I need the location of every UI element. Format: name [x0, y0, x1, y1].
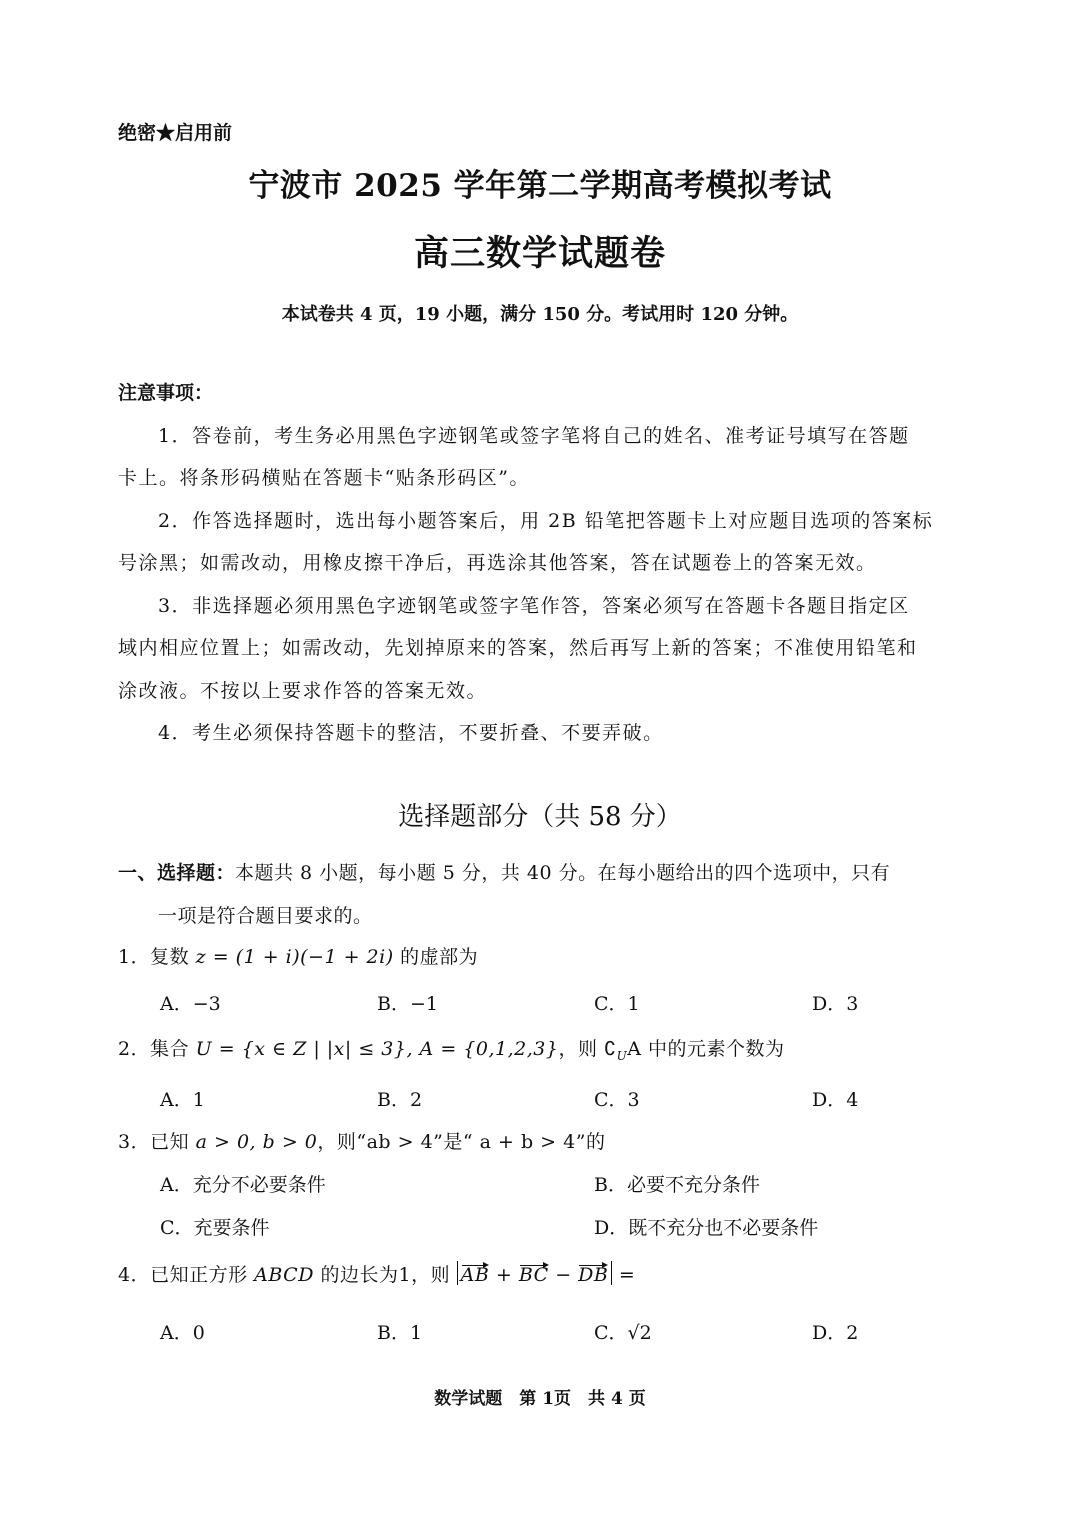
vector-ab: AB — [460, 1264, 490, 1286]
q2-option-b: B．2 — [377, 1089, 423, 1111]
complement-subscript: U — [616, 1048, 628, 1063]
question-1 — [118, 942, 478, 969]
question-number: 2． — [118, 1038, 151, 1060]
q1-option-d: D．3 — [812, 993, 859, 1015]
exam-info: 本试卷共 4 页，19 小题，满分 150 分。考试用时 120 分钟。 — [281, 304, 799, 325]
notice-heading: 注意事项： — [118, 382, 214, 404]
part-heading — [118, 858, 890, 885]
question-stem-mid: 的边长为1，则 — [313, 1264, 457, 1286]
question-stem: 已知 — [150, 1131, 196, 1153]
question-stem: 已知正方形 — [150, 1264, 255, 1286]
question-number: 1． — [118, 946, 151, 968]
q3-option-b: B．必要不充分条件 — [594, 1174, 760, 1196]
question-stem-tail: A 中的元素个数为 — [627, 1038, 785, 1060]
notice-item-3-line-1: 3．非选择题必须用黑色字迹钢笔或签字笔作答，答案必须写在答题卡各题目指定区 — [158, 595, 910, 617]
question-number: 3． — [118, 1131, 151, 1153]
notice-item-1-line-1: 1．答卷前，考生务必用黑色字迹钢笔或签字笔将自己的姓名、准考证号填写在答题 — [158, 425, 910, 447]
q4-option-c: C．√2 — [594, 1322, 652, 1344]
q2-option-c: C．3 — [594, 1089, 640, 1111]
question-formula: U = {x ∈ Z | |x| ≤ 3}, A = {0,1,2,3} — [195, 1038, 559, 1060]
question-formula: z = (1 + i)(−1 + 2i) — [195, 946, 394, 968]
notice-item-4-line-1: 4．考生必须保持答题卡的整洁，不要折叠、不要弄破。 — [158, 722, 664, 744]
question-stem: 集合 — [150, 1038, 196, 1060]
q1-option-a: A．−3 — [160, 993, 221, 1015]
q2-option-d: D．4 — [812, 1089, 859, 1111]
question-stem: 复数 — [150, 946, 196, 968]
q4-option-b: B．1 — [377, 1322, 423, 1344]
q1-option-b: B．−1 — [377, 993, 438, 1015]
notice-item-1-line-2: 卡上。将条形码横贴在答题卡“贴条形码区”。 — [118, 467, 530, 489]
vector-db: DB — [578, 1264, 609, 1286]
q2-option-a: A．1 — [160, 1089, 205, 1111]
page-footer: 数学试题 第 1页 共 4 页 — [434, 1389, 646, 1409]
exam-title: 宁波市 2025 学年第二学期高考模拟考试 — [248, 168, 832, 204]
part-description-line-2: 一项是符合题目要求的。 — [158, 905, 373, 927]
vector-expression: AB + BC − DB — [457, 1261, 613, 1285]
vector-bc: BC — [518, 1264, 549, 1286]
notice-item-2-line-1: 2．作答选择题时，选出每小题答案后，用 2B 铅笔把答题卡上对应题目选项的答案标 — [158, 510, 934, 532]
q3-option-d: D．既不充分也不必要条件 — [594, 1217, 819, 1239]
part-label: 一、选择题： — [118, 862, 236, 884]
question-stem-mid: ，则 ∁ — [558, 1038, 617, 1060]
question-stem-tail: ，则“ab > 4”是“ a + b > 4”的 — [317, 1131, 606, 1153]
question-formula: ABCD — [254, 1264, 314, 1286]
question-number: 4． — [118, 1264, 151, 1286]
part-description: 本题共 8 小题，每小题 5 分，共 40 分。在每小题给出的四个选项中，只有 — [235, 862, 891, 884]
q1-option-c: C．1 — [594, 993, 640, 1015]
notice-item-3-line-2: 域内相应位置上；如需改动，先划掉原来的答案，然后再写上新的答案；不准使用铅笔和 — [118, 637, 918, 659]
q3-option-c: C．充要条件 — [160, 1217, 270, 1239]
secret-mark: 绝密★启用前 — [118, 122, 233, 144]
question-stem-tail: 的虚部为 — [393, 946, 479, 968]
q4-option-a: A．0 — [160, 1322, 205, 1344]
q4-option-d: D．2 — [812, 1322, 859, 1344]
paper-title: 高三数学试题卷 — [413, 233, 666, 274]
notice-item-2-line-2: 号涂黑；如需改动，用橡皮擦干净后，再选涂其他答案，答在试题卷上的答案无效。 — [118, 552, 877, 574]
question-formula: a > 0, b > 0 — [195, 1131, 318, 1153]
question-2 — [118, 1034, 784, 1063]
q3-option-a: A．充分不必要条件 — [160, 1174, 326, 1196]
question-4: 4．已知正方形 ABCD 的边长为1，则 AB + BC − DB = — [118, 1260, 635, 1287]
question-3 — [118, 1127, 605, 1154]
section-title: 选择题部分（共 58 分） — [398, 802, 682, 832]
notice-item-3-line-3: 涂改液。不按以上要求作答的答案无效。 — [118, 680, 488, 702]
